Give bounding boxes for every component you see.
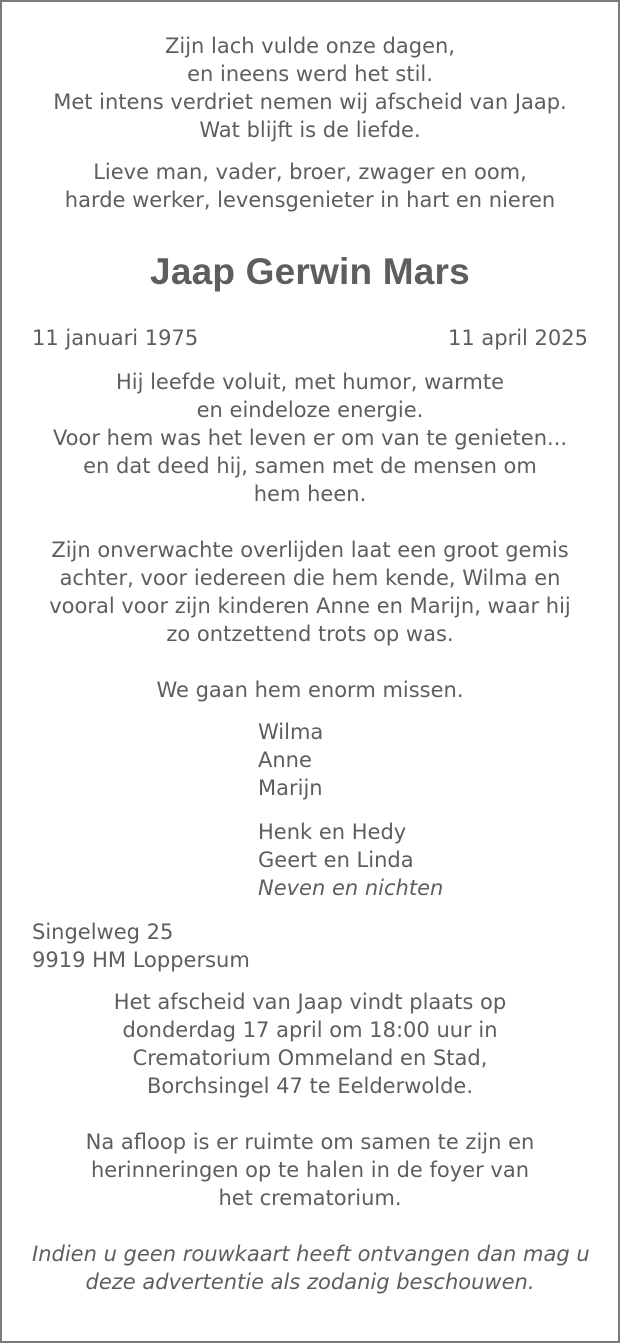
description-line: harde werker, levensgenieter in hart en nieren: [64, 188, 556, 212]
closing-line: Indien u geen rouwkaart heeft ontvangen dan mag u: [32, 1242, 590, 1266]
deceased-name: Jaap Gerwin Mars: [150, 251, 470, 292]
poem-line: Zijn lach vulde onze dagen,: [165, 34, 455, 58]
farewell-line: Borchsingel 47 te Eelderwolde.: [146, 1074, 474, 1098]
tribute-line: hem heen.: [253, 482, 367, 506]
farewell-line: Crematorium Ommeland en Stad,: [132, 1046, 488, 1070]
family-member: Anne: [258, 748, 312, 772]
poem-line: Wat blijft is de liefde.: [199, 118, 421, 142]
afterwards-info: [32, 1128, 588, 1212]
address-street: Singelweg 25: [32, 920, 174, 944]
address: [32, 918, 588, 974]
farewell-line: Het afscheid van Jaap vindt plaats op: [113, 990, 507, 1014]
tribute-paragraph-1: [32, 368, 588, 508]
poem-line: Met intens verdriet nemen wij afscheid van Jaap.: [53, 90, 567, 114]
closing-line: deze advertentie als zodanig beschouwen.: [85, 1270, 535, 1294]
tribute-line: vooral voor zijn kinderen Anne en Marijn, waar hij: [49, 594, 571, 618]
tribute-line: en dat deed hij, samen met de mensen om: [83, 454, 537, 478]
tribute-paragraph-2: [32, 536, 588, 648]
life-dates: [32, 324, 588, 352]
description: [32, 158, 588, 214]
address-city: 9919 HM Loppersum: [32, 948, 250, 972]
birth-date: 11 januari 1975: [32, 326, 199, 350]
opening-poem: [32, 32, 588, 144]
afterwards-line: het crematorium.: [218, 1186, 402, 1210]
family-member-relatives: Neven en nichten: [258, 876, 444, 900]
poem-line: en ineens werd het stil.: [187, 62, 433, 86]
family-group-2: [258, 818, 443, 902]
tribute-line: Hij leefde voluit, met humor, warmte: [115, 370, 505, 394]
family-member: Wilma: [258, 720, 324, 744]
farewell-info: [32, 988, 588, 1100]
family-group-1: [258, 718, 323, 802]
tribute-line: en eindeloze energie.: [196, 398, 424, 422]
tribute-line: zo ontzettend trots op was.: [166, 622, 454, 646]
tribute-line: achter, voor iedereen die hem kende, Wilma en: [59, 566, 561, 590]
family-member: Henk en Hedy: [258, 820, 407, 844]
farewell-line: donderdag 17 april om 18:00 uur in: [122, 1018, 498, 1042]
family-member: Marijn: [258, 776, 323, 800]
death-date: 11 april 2025: [447, 326, 588, 350]
afterwards-line: Na afloop is er ruimte om samen te zijn en: [85, 1130, 535, 1154]
tribute-line: Zijn onverwachte overlijden laat een groot gemis: [51, 538, 569, 562]
tribute-line: Voor hem was het leven er om van te genieten...: [52, 426, 568, 450]
description-line: Lieve man, vader, broer, zwager en oom,: [93, 160, 527, 184]
family-member: Geert en Linda: [258, 848, 414, 872]
missing-line: We gaan hem enorm missen.: [156, 678, 464, 702]
closing-note: [32, 1240, 588, 1296]
afterwards-line: herinneringen op te halen in de foyer van: [90, 1158, 530, 1182]
